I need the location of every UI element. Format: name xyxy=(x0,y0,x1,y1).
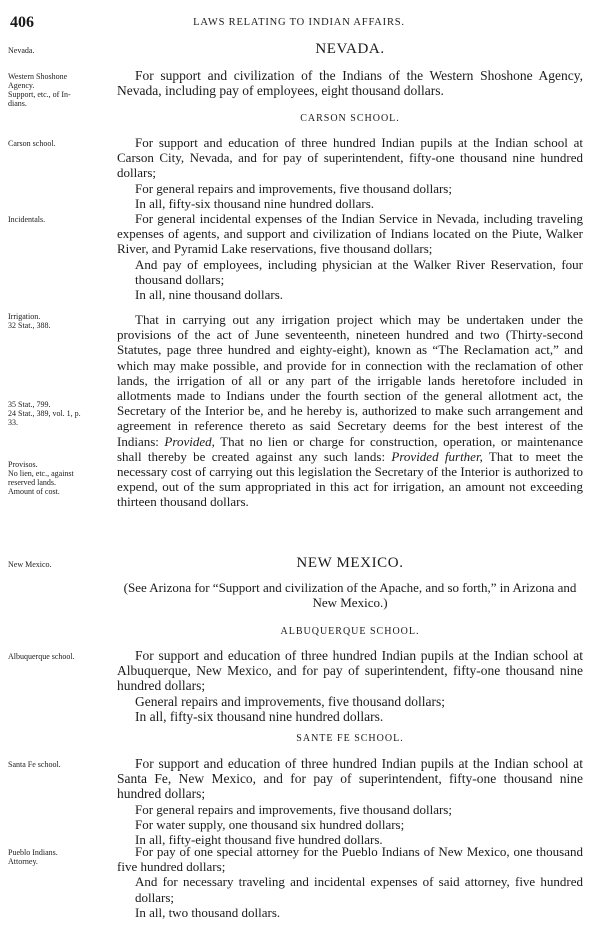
margin-note-carson-school: Carson school. xyxy=(8,139,56,148)
paragraph-western-shoshone: For support and civilization of the Indians of the Western Shoshone Agency, Nevada, including pay of employees, eight thousand dollars. xyxy=(117,68,583,99)
margin-note-provisos: Provisos. No lien, etc., against reserved lands. Amount of cost. xyxy=(8,460,74,496)
heading-carson-school: CARSON SCHOOL. xyxy=(300,113,400,124)
margin-note-pueblo-attorney: Pueblo Indians. Attorney. xyxy=(8,848,58,866)
margin-note-santa-fe-school: Santa Fe school. xyxy=(8,760,61,769)
margin-note-western-shoshone: Western Shoshone Agency. Support, etc., of In- dians. xyxy=(8,72,71,108)
margin-note-statutes: 35 Stat., 799. 24 Stat., 389, vol. 1, p. 33. xyxy=(8,400,81,427)
page-number: 406 xyxy=(10,14,34,31)
paragraph-santa-fe-school: For support and education of three hundred Indian pupils at the Indian school at Santa Fe, New Mexico, and for pay of superintendent, fifty-one thousand nine hundred dollars; For general repairs and improvements, five thousand dollars; For water supply, one thousand six hundred dollars; In all, fifty-eight thousand five hundred dollars. xyxy=(117,756,583,848)
paragraph-carson-school: For support and education of three hundred Indian pupils at the Indian school at Carson City, Nevada, and for pay of superintendent, fifty-one thousand nine hundred dollars; For general repairs and improvements, five thousand dollars; In all, fifty-six thousand nine hundred dollars. xyxy=(117,135,583,211)
running-head: LAWS RELATING TO INDIAN AFFAIRS. xyxy=(193,17,405,28)
margin-note-albuquerque-school: Albuquerque school. xyxy=(8,652,75,661)
margin-note-new-mexico: New Mexico. xyxy=(8,560,52,569)
margin-note-incidentals: Incidentals. xyxy=(8,215,46,224)
heading-albuquerque-school: ALBUQUERQUE SCHOOL. xyxy=(280,626,420,637)
note-see-arizona: (See Arizona for “Support and civilization of the Apache, and so forth,” in Arizona and New Mexico.) xyxy=(123,580,577,611)
section-title-nevada: NEVADA. xyxy=(315,41,385,57)
section-title-new-mexico: NEW MEXICO. xyxy=(296,555,404,571)
margin-note-nevada: Nevada. xyxy=(8,46,35,55)
margin-note-irrigation: Irrigation. 32 Stat., 388. xyxy=(8,312,51,330)
paragraph-incidentals: For general incidental expenses of the Indian Service in Nevada, including traveling expenses of agents, and support and civilization of Indians located on the Piute, Walker River, and Pyramid Lake reservations, five thousand dollars; And pay of employees, including physician at the Walker River Reservation, four thousand dollars; In all, nine thousand dollars. xyxy=(117,211,583,303)
page-header xyxy=(10,14,588,32)
paragraph-irrigation: That in carrying out any irrigation project which may be undertaken under the provisions of the act of June seventeenth, nineteen hundred and two (Thirty-second Statutes, page three hundred and eighty-eight), known as “The Reclamation act,” and which may make possible, and provide for in connection with the reclamation of other lands, the irrigation of all or any part of the irrigable lands heretofore included in allotments made to Indians under the fourth section of the general allotment act, the Secretary of the Interior be, and he hereby is, authorized to make such arrangement and agreement in reference thereto as said Secretary deems for the best interest of the Indians: Provided, That no lien or charge for construction, operation, or maintenance shall thereby be created against any such lands: Provided further, That to meet the necessary cost of carrying out this legislation the Secretary of the Interior is authorized to expend, out of the sum appropriated in this act for irrigation, an amount not exceeding thirteen thousand dollars. xyxy=(117,312,583,510)
paragraph-albuquerque-school: For support and education of three hundred Indian pupils at the Indian school at Albuquerque, New Mexico, and for pay of superintendent, fifty-one thousand nine hundred dollars; General repairs and improvements, five thousand dollars; In all, fifty-six thousand nine hundred dollars. xyxy=(117,648,583,724)
heading-santa-fe-school: SANTE FE SCHOOL. xyxy=(296,733,404,744)
paragraph-pueblo-attorney: For pay of one special attorney for the Pueblo Indians of New Mexico, one thousand five hundred dollars; And for necessary traveling and incidental expenses of said attorney, five hundred dollars; In all, two thousand dollars. xyxy=(117,844,583,920)
